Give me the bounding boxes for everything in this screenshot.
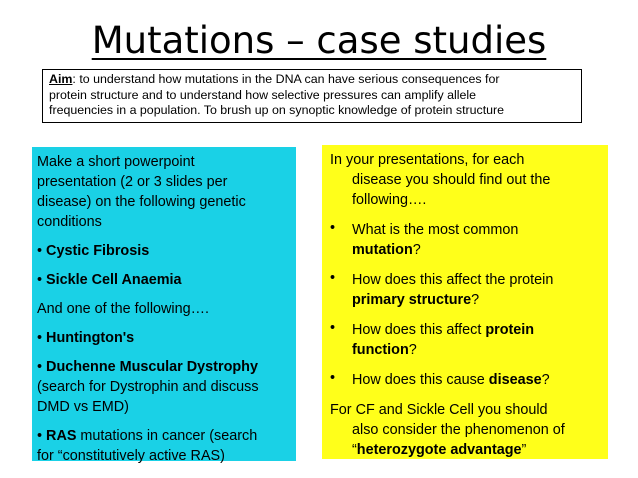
bullet: • <box>37 330 43 346</box>
condition-name: Sickle Cell Anaemia <box>46 272 182 288</box>
condition-item <box>37 426 292 446</box>
and-one-text: And one of the following…. <box>37 301 209 317</box>
bullet: • <box>37 428 43 444</box>
intro-line: Make a short powerpoint <box>37 154 195 170</box>
task-panel <box>32 147 296 464</box>
aim-line-1 <box>49 72 575 88</box>
aim-label: Aim <box>49 72 73 86</box>
condition-name: Cystic Fibrosis <box>46 243 150 259</box>
condition-name: Duchenne Muscular Dystrophy <box>46 359 258 375</box>
condition-text: mutations in cancer (search <box>76 428 258 444</box>
question-mark: ? <box>541 372 550 388</box>
condition-item <box>37 241 292 261</box>
condition-item <box>37 328 292 348</box>
condition-item <box>37 357 292 377</box>
question-text <box>352 270 604 310</box>
question-text <box>352 320 604 360</box>
question-keyword: primary structure <box>352 292 472 308</box>
cf-line: For CF and Sickle Cell you should <box>330 402 548 418</box>
open-quote: “ <box>352 442 357 458</box>
bullet: • <box>330 320 336 336</box>
close-quote: ” <box>521 442 527 458</box>
intro-line: disease you should find out the <box>352 172 551 188</box>
bullet: • <box>330 370 336 386</box>
intro-line: disease) on the following genetic <box>37 194 246 210</box>
question-text <box>352 220 604 260</box>
question-item <box>330 220 604 260</box>
question-keyword: disease <box>488 372 542 388</box>
condition-name: RAS <box>46 428 77 444</box>
question-item <box>330 320 604 360</box>
condition-note: for “constitutively active RAS) <box>37 448 225 464</box>
bullet: • <box>37 243 43 259</box>
question-keyword: mutation <box>352 242 413 258</box>
bullet: • <box>330 270 336 286</box>
intro-line: following…. <box>352 192 427 208</box>
question-keyword: function <box>352 342 409 358</box>
bullet: • <box>330 220 336 236</box>
aim-line-3: frequencies in a population. To brush up on synoptic knowledge of protein structure <box>49 103 505 117</box>
question-mark: ? <box>412 242 421 258</box>
condition-note: DMD vs EMD) <box>37 399 129 415</box>
cf-line: also consider the phenomenon of <box>352 422 565 438</box>
question-text <box>352 370 604 390</box>
question-keyword: protein <box>485 322 535 338</box>
aim-colon: : <box>72 72 76 86</box>
question-item <box>330 370 604 390</box>
question-item <box>330 270 604 310</box>
question-mark: ? <box>408 342 417 358</box>
cf-note <box>330 400 604 460</box>
intro-line: presentation (2 or 3 slides per <box>37 174 228 190</box>
aim-line-2: protein structure and to understand how selective pressures can amplify allele <box>49 87 477 102</box>
questions-panel <box>322 145 608 459</box>
aim-text-1: to understand how mutations in the DNA can have serious consequences for <box>75 72 500 86</box>
intro-line: conditions <box>37 214 102 230</box>
condition-item <box>37 270 292 290</box>
question-text-part: How does this affect the protein <box>352 272 554 288</box>
question-text-part: What is the most common <box>352 222 519 238</box>
question-text-part: How does this cause <box>352 372 489 388</box>
bullet: • <box>37 359 43 375</box>
aim-box <box>42 69 582 123</box>
question-text-part: How does this affect <box>352 322 486 338</box>
cf-keyword: heterozygote advantage <box>356 442 522 458</box>
intro-line: In your presentations, for each <box>330 152 525 168</box>
intro-paragraph <box>330 150 604 210</box>
condition-note: (search for Dystrophin and discuss <box>37 379 259 395</box>
bullet: • <box>37 272 43 288</box>
condition-name: Huntington's <box>46 330 135 346</box>
slide-title: Mutations – case studies <box>91 19 547 62</box>
question-mark: ? <box>471 292 480 308</box>
